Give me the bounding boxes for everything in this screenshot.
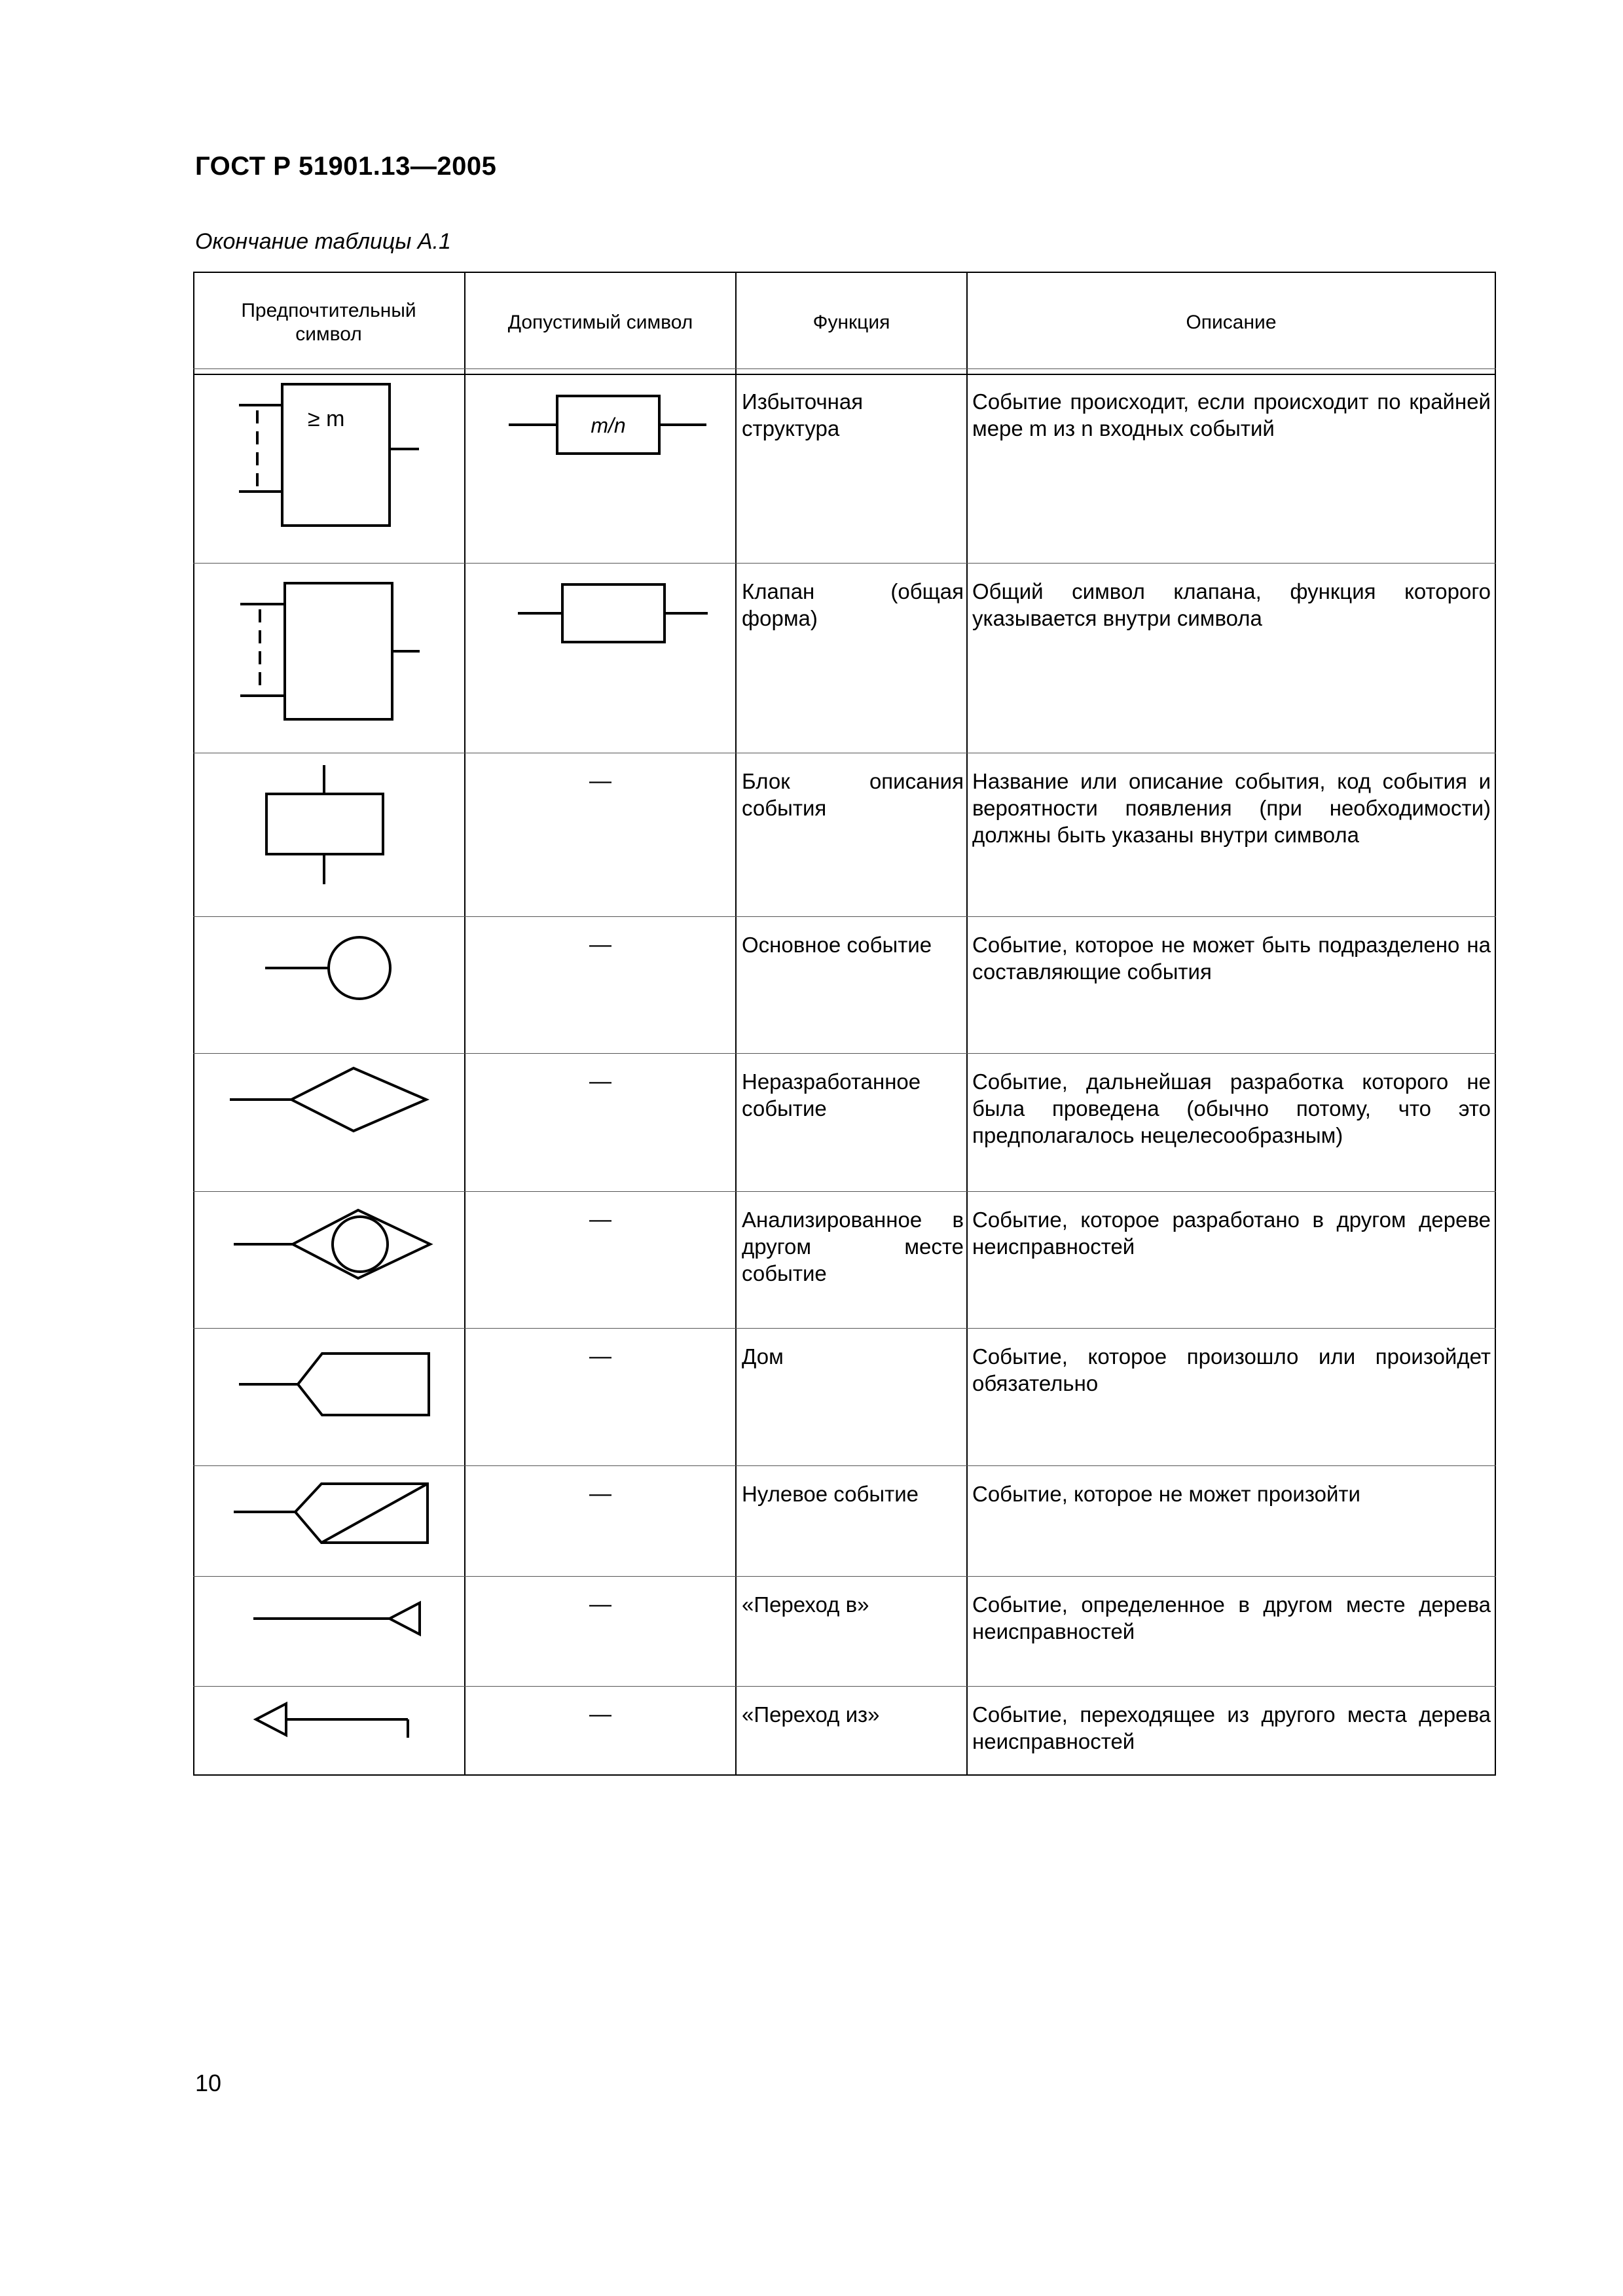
redundancy-block-icon (193, 374, 464, 563)
alternative-symbol-dash: — (589, 1481, 611, 1506)
alternative-symbol-dash: — (589, 932, 611, 957)
document-code: ГОСТ Р 51901.13—2005 (195, 152, 497, 181)
alternative-symbol-dash: — (589, 1069, 611, 1094)
row-description: Событие происходит, если происходит по крайней мере m из n входных событий (972, 389, 1491, 440)
alternative-symbol-dash: — (589, 768, 611, 793)
row-function: «Переход из» (742, 1702, 880, 1727)
row-description: Событие, дальнейшая разработка которого не была проведена (обычно потому, что это предполагалось нецелесообразным) (972, 1069, 1491, 1147)
row-function: Анализированное в другом месте событие (742, 1208, 964, 1285)
undeveloped-event-diamond-icon (193, 1054, 464, 1191)
table-caption: Окончание таблицы А.1 (195, 229, 451, 254)
row-description: Событие, которое произошло или произойдет обязательно (972, 1344, 1491, 1395)
row-description: Название или описание события, код события и вероятности появления (при необходимости) должны быть указаны внутри символа (972, 769, 1491, 847)
null-event-icon (193, 1466, 464, 1576)
page-number: 10 (195, 2070, 222, 2096)
row-description: Событие, которое разработано в другом дереве неисправностей (972, 1208, 1491, 1259)
header-divider (193, 368, 1496, 369)
row-function: Клапан (общая форма) (742, 579, 964, 630)
row-description: Событие, определенное в другом месте дерева неисправностей (972, 1592, 1491, 1643)
alternative-symbol-dash: — (589, 1592, 611, 1617)
row-description: Событие, которое не может произойти (972, 1482, 1360, 1506)
valve-alternative-block-icon (464, 564, 735, 753)
header-description: Описание (1186, 312, 1277, 333)
row-function: «Переход в» (742, 1592, 869, 1617)
alternative-symbol-dash: — (589, 1207, 611, 1232)
row-function: Нулевое событие (742, 1482, 919, 1506)
row-function: Блок описания события (742, 769, 964, 820)
row-description: Событие, переходящее из другого места дерева неисправностей (972, 1702, 1491, 1753)
transfer-out-arrow-icon (193, 1687, 464, 1774)
row-description: Общий символ клапана, функция которого указывается внутри символа (972, 579, 1491, 630)
row-function: Избыточная структура (742, 389, 864, 440)
symbols-table (193, 272, 1496, 1776)
column-divider (966, 272, 968, 1776)
valve-block-icon (193, 564, 464, 753)
event-description-block-icon (193, 753, 464, 916)
basic-event-circle-icon (193, 917, 464, 1053)
alternative-symbol-dash: — (589, 1344, 611, 1369)
header-preferred-symbol: Предпочтительный символ (241, 300, 416, 345)
at-least-m-label: ≥ m (308, 406, 345, 431)
m-of-n-block-icon (464, 374, 735, 563)
alternative-symbol-dash: — (589, 1702, 611, 1727)
m-of-n-label: m/n (591, 414, 626, 437)
row-description: Событие, которое не может быть подразделено на составляющие события (972, 933, 1491, 984)
analyzed-elsewhere-event-icon (193, 1192, 464, 1328)
house-event-icon (193, 1329, 464, 1465)
transfer-in-triangle-icon (193, 1577, 464, 1686)
row-function: Дом (742, 1344, 784, 1369)
header-function: Функция (812, 312, 890, 333)
header-alternative-symbol: Допустимый символ (507, 312, 693, 333)
column-divider (735, 272, 737, 1776)
row-function: Неразработанное событие (742, 1069, 921, 1121)
row-function: Основное событие (742, 933, 932, 957)
